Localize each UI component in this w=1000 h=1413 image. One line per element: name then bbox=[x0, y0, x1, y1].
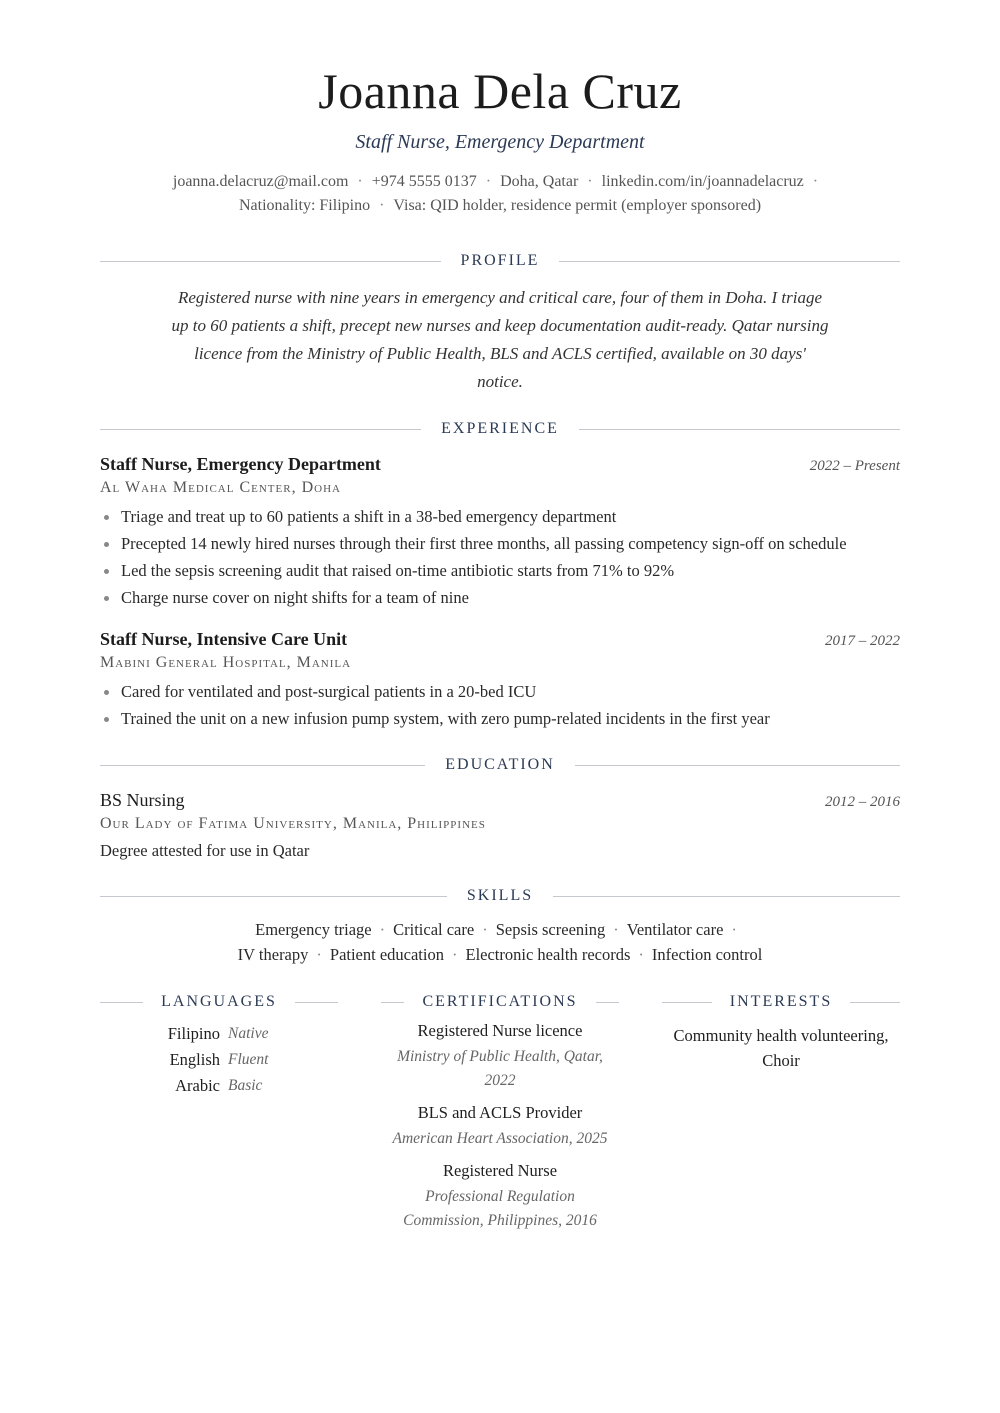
job-entry bbox=[100, 629, 900, 732]
candidate-title: Staff Nurse, Emergency Department bbox=[355, 131, 645, 153]
bullet-item: Led the sepsis screening audit that raised on-time antibiotic starts from 71% to 92% bbox=[100, 557, 900, 584]
language-row bbox=[100, 1047, 338, 1073]
degree: BS Nursing bbox=[100, 790, 185, 810]
separator: · bbox=[451, 945, 458, 964]
interests-text: Community health volunteering, Choir bbox=[673, 1026, 889, 1070]
certification-item bbox=[381, 1019, 619, 1093]
contact-line-2 bbox=[100, 194, 900, 218]
job-header bbox=[100, 454, 900, 475]
visa-status: Visa: QID holder, residence permit (employer sponsored) bbox=[393, 197, 762, 214]
school: Our Lady of Fatima University, Manila, Philippines bbox=[100, 815, 486, 832]
skill-item: Sepsis screening bbox=[495, 920, 606, 939]
profile-section-header bbox=[100, 252, 900, 270]
divider-line bbox=[662, 1002, 712, 1003]
education-section-header bbox=[100, 756, 900, 774]
contact-line-1 bbox=[100, 170, 900, 194]
phone-number[interactable]: +974 5555 0137 bbox=[371, 173, 477, 190]
bullet-item: Triage and treat up to 60 patients a shift in a 38-bed emergency department bbox=[100, 503, 900, 530]
separator: · bbox=[357, 173, 363, 190]
certification-item bbox=[381, 1101, 619, 1151]
skill-item: Patient education bbox=[329, 945, 444, 964]
certification-item bbox=[381, 1159, 619, 1233]
skill-item: Electronic health records bbox=[465, 945, 631, 964]
education-dates: 2012 – 2016 bbox=[825, 794, 900, 810]
skills-line-2 bbox=[100, 942, 900, 967]
certifications-list bbox=[381, 1019, 619, 1233]
divider-line bbox=[100, 261, 441, 262]
language-name: Arabic bbox=[175, 1076, 220, 1095]
certification-name: Registered Nurse bbox=[442, 1161, 558, 1180]
education-header bbox=[100, 790, 900, 811]
divider-line bbox=[553, 896, 900, 897]
bullet-item: Charge nurse cover on night shifts for a team of nine bbox=[100, 584, 900, 611]
job-dates: 2022 – Present bbox=[809, 458, 900, 474]
divider-line bbox=[100, 765, 425, 766]
skills-line-1 bbox=[100, 917, 900, 942]
experience-section-header bbox=[100, 420, 900, 438]
skill-item: Ventilator care bbox=[626, 920, 724, 939]
language-level: Basic bbox=[228, 1077, 263, 1094]
certifications-column bbox=[381, 993, 619, 1233]
separator: · bbox=[485, 173, 492, 190]
nationality: Nationality: Filipino bbox=[238, 197, 371, 214]
languages-section-header bbox=[100, 993, 338, 1011]
section-title: CERTIFICATIONS bbox=[422, 993, 578, 1010]
certifications-section-header bbox=[381, 993, 619, 1011]
language-name: English bbox=[169, 1050, 220, 1069]
separator: · bbox=[482, 920, 488, 939]
separator: · bbox=[731, 920, 737, 939]
divider-line bbox=[295, 1002, 338, 1003]
skills-list bbox=[100, 917, 900, 967]
section-title: LANGUAGES bbox=[161, 993, 277, 1010]
language-row bbox=[100, 1021, 338, 1047]
job-title: Staff Nurse, Emergency Department bbox=[100, 454, 381, 474]
separator: · bbox=[316, 945, 322, 964]
certification-issuer: Professional Regulation Commission, Philippines, 2016 bbox=[403, 1188, 597, 1229]
divider-line bbox=[100, 429, 421, 430]
job-entry bbox=[100, 454, 900, 611]
separator: · bbox=[638, 945, 644, 964]
divider-line bbox=[596, 1002, 619, 1003]
separator: · bbox=[812, 173, 819, 190]
section-title: INTERESTS bbox=[729, 993, 833, 1010]
email-link[interactable]: joanna.delacruz@mail.com bbox=[172, 173, 349, 190]
bullet-item: Precepted 14 newly hired nurses through their first three months, all passing competency sign-off on schedule bbox=[100, 530, 900, 557]
separator: · bbox=[587, 173, 593, 190]
certification-issuer: Ministry of Public Health, Qatar, 2022 bbox=[397, 1048, 603, 1089]
job-organization: Mabini General Hospital, Manila bbox=[100, 654, 352, 671]
section-title: SKILLS bbox=[466, 887, 534, 904]
languages-list bbox=[100, 1021, 338, 1099]
separator: · bbox=[613, 920, 619, 939]
language-name: Filipino bbox=[167, 1024, 220, 1043]
skills-section-header bbox=[100, 887, 900, 905]
section-title: PROFILE bbox=[460, 252, 540, 269]
job-header bbox=[100, 629, 900, 650]
job-bullets bbox=[100, 678, 900, 732]
separator: · bbox=[379, 920, 386, 939]
interests-section-header bbox=[662, 993, 900, 1011]
profile-summary: Registered nurse with nine years in emergency and critical care, four of them in Doha. I triage up to 60 patients a shift, precept new nurses and keep documentation audit-ready. Qatar nursing licence from the Ministry of Public Health, BLS and ACLS certified, available on 30 days' notice. bbox=[171, 288, 829, 391]
divider-line bbox=[381, 1002, 404, 1003]
section-title: EXPERIENCE bbox=[441, 420, 559, 437]
separator: · bbox=[379, 197, 385, 214]
divider-line bbox=[559, 261, 900, 262]
job-title: Staff Nurse, Intensive Care Unit bbox=[100, 629, 348, 649]
job-dates: 2017 – 2022 bbox=[825, 633, 900, 649]
bullet-item: Trained the unit on a new infusion pump system, with zero pump-related incidents in the first year bbox=[100, 705, 900, 732]
divider-line bbox=[575, 765, 900, 766]
skill-item: Critical care bbox=[393, 920, 475, 939]
job-organization: Al Waha Medical Center, Doha bbox=[100, 479, 341, 496]
language-row bbox=[100, 1073, 338, 1099]
divider-line bbox=[100, 1002, 143, 1003]
divider-line bbox=[850, 1002, 900, 1003]
bottom-columns bbox=[100, 993, 900, 1233]
certification-issuer: American Heart Association, 2025 bbox=[392, 1130, 608, 1147]
language-level: Fluent bbox=[228, 1051, 269, 1068]
divider-line bbox=[579, 429, 900, 430]
skill-item: IV therapy bbox=[237, 945, 309, 964]
education-note: Degree attested for use in Qatar bbox=[100, 841, 310, 860]
skill-item: Infection control bbox=[651, 945, 763, 964]
candidate-name: Joanna Dela Cruz bbox=[318, 63, 682, 119]
job-bullets bbox=[100, 503, 900, 611]
certification-name: Registered Nurse licence bbox=[417, 1021, 583, 1040]
linkedin-link[interactable]: linkedin.com/in/joannadelacruz bbox=[601, 173, 804, 190]
section-title: EDUCATION bbox=[445, 756, 555, 773]
skill-item: Emergency triage bbox=[255, 920, 372, 939]
divider-line bbox=[100, 896, 447, 897]
certification-name: BLS and ACLS Provider bbox=[417, 1103, 583, 1122]
education-entry bbox=[100, 790, 900, 861]
language-level: Native bbox=[228, 1025, 269, 1042]
contact-block bbox=[100, 170, 900, 218]
interests-column bbox=[662, 993, 900, 1233]
languages-column bbox=[100, 993, 338, 1233]
location: Doha, Qatar bbox=[500, 173, 579, 190]
bullet-item: Cared for ventilated and post-surgical patients in a 20-bed ICU bbox=[100, 678, 900, 705]
